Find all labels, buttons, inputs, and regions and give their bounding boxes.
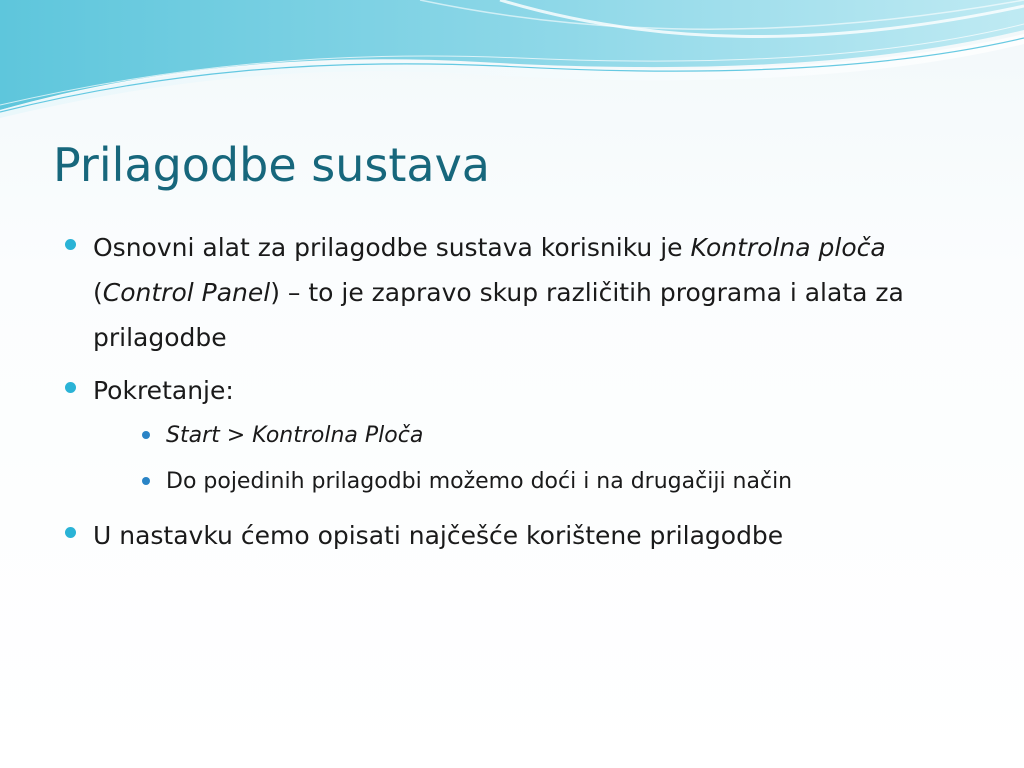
sub-bullet-item bbox=[133, 413, 960, 459]
bullet-list bbox=[60, 225, 960, 566]
bullet-text: U nastavku ćemo opisati najčešće korištene prilagodbe bbox=[93, 521, 784, 550]
sub-bullet-item bbox=[133, 459, 960, 505]
sub-bullet-emphasis: Kontrolna Ploča bbox=[252, 423, 424, 448]
header-wave-decoration bbox=[0, 0, 1024, 130]
bullet-item bbox=[60, 368, 960, 505]
bullet-text-emphasis: Control Panel bbox=[102, 278, 271, 307]
bullet-text: Pokretanje: bbox=[93, 376, 234, 405]
bullet-item bbox=[60, 513, 960, 558]
bullet-text-emphasis: Kontrolna ploča bbox=[690, 233, 886, 262]
bullet-text-segment: Osnovni alat za prilagodbe sustava korisniku je bbox=[93, 233, 691, 262]
slide-title: Prilagodbe sustava bbox=[53, 138, 490, 192]
sub-bullet-text: Do pojedinih prilagodbi možemo doći i na drugačiji način bbox=[166, 469, 793, 494]
bullet-text-segment: ( bbox=[93, 278, 103, 307]
sub-bullet-emphasis: Start bbox=[166, 423, 220, 448]
sub-bullet-list bbox=[93, 413, 960, 505]
sub-bullet-separator: > bbox=[219, 423, 253, 448]
bullet-item bbox=[60, 225, 960, 360]
bullet-text-segment: ) – to je zapravo skup različitih programa i alata za prilagodbe bbox=[93, 278, 904, 352]
